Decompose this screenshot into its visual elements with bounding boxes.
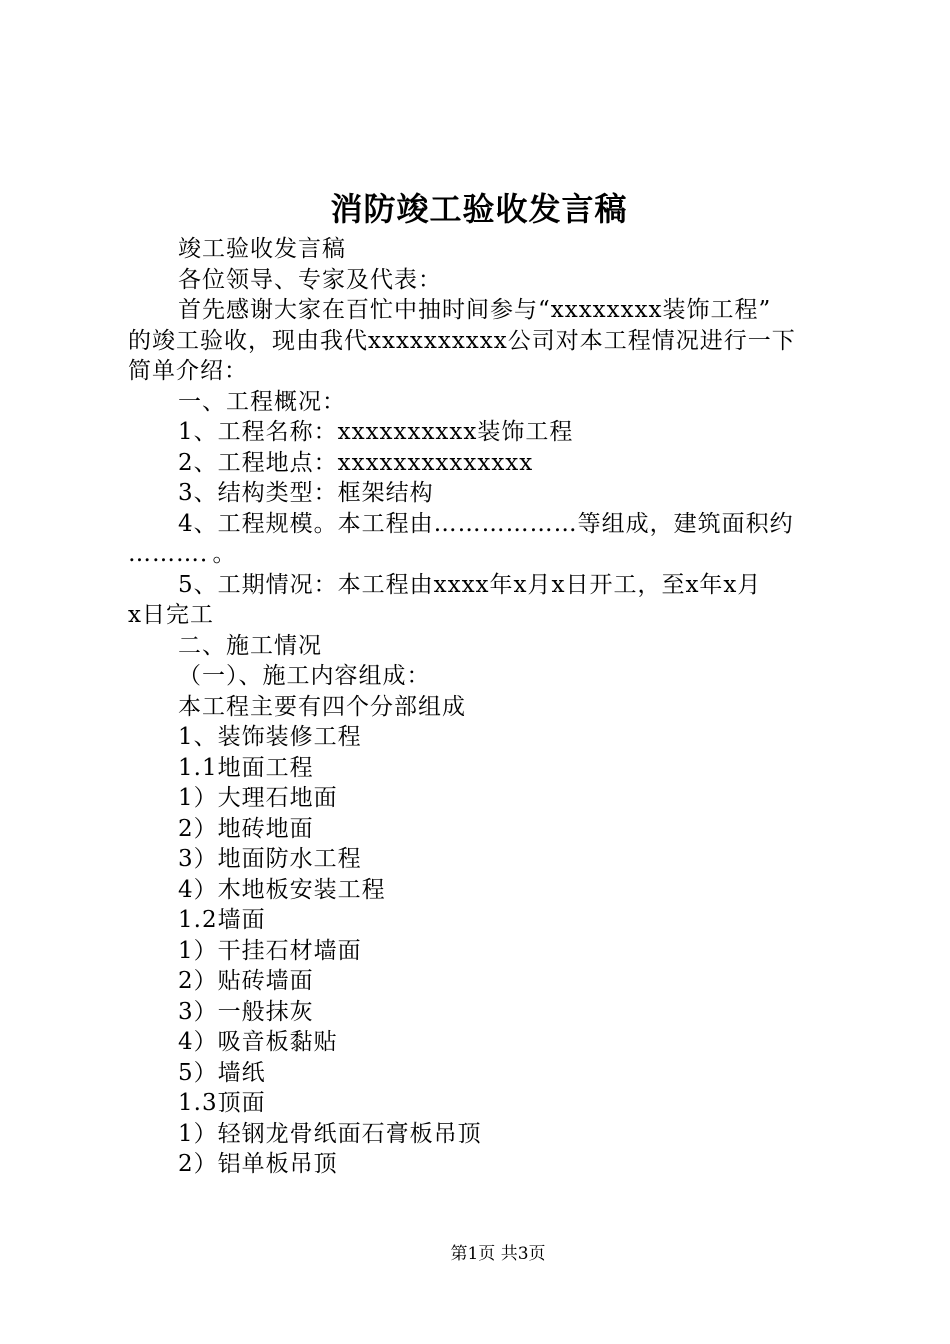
page-footer: 第1页 共3页 (450, 1244, 546, 1264)
text-line: 2）贴砖墙面 (178, 968, 314, 994)
text-line: 的竣工验收，现由我代xxxxxxxxxx公司对本工程情况进行一下 (128, 327, 796, 354)
text-line: 2）地砖地面 (178, 815, 314, 842)
text-line: 1.1地面工程 (178, 754, 314, 781)
text-line: 1）干挂石材墙面 (178, 937, 362, 964)
text-line: （一）、施工内容组成： (178, 663, 431, 689)
text-line: 3、结构类型：框架结构 (178, 480, 434, 506)
text-line: 5）墙纸 (178, 1059, 266, 1086)
text-line: 2）铝单板吊顶 (178, 1151, 338, 1177)
text-line: 首先感谢大家在百忙中抽时间参与“xxxxxxxx装饰工程” (178, 297, 772, 323)
text-line: 2、工程地点：xxxxxxxxxxxxxx (178, 449, 534, 476)
text-line: 二、施工情况 (178, 632, 322, 659)
text-line: ………．。 (128, 541, 237, 567)
text-line: 1、装饰装修工程 (178, 724, 362, 750)
text-line: 3）地面防水工程 (178, 846, 362, 872)
text-line: 1）轻钢龙骨纸面石膏板吊顶 (178, 1120, 482, 1147)
text-line: 本工程主要有四个分部组成 (178, 693, 466, 720)
text-line: 1、工程名称：xxxxxxxxxx装饰工程 (178, 419, 574, 445)
document-body (128, 234, 834, 1180)
text-line: 3）一般抹灰 (178, 998, 314, 1025)
text-line: 1.3顶面 (178, 1090, 266, 1116)
text-line: 简单介绍： (128, 358, 248, 384)
text-line: 1）大理石地面 (178, 785, 338, 811)
document-title: 消防竣工验收发言稿 (330, 190, 628, 228)
text-line: 1.2墙面 (178, 907, 266, 933)
text-line: 4）吸音板黏贴 (178, 1029, 338, 1055)
text-line: 竣工验收发言稿 (178, 236, 346, 262)
text-line: x日完工 (128, 602, 214, 628)
text-line: 4、工程规模。本工程由………………等组成，建筑面积约 (178, 510, 794, 537)
text-line: 各位领导、专家及代表： (178, 266, 442, 293)
text-line: 5、工期情况：本工程由xxxx年x月x日开工，至x年x月 (178, 571, 762, 598)
text-line: 4）木地板安装工程 (178, 876, 386, 903)
text-line: 一、工程概况： (178, 388, 346, 415)
